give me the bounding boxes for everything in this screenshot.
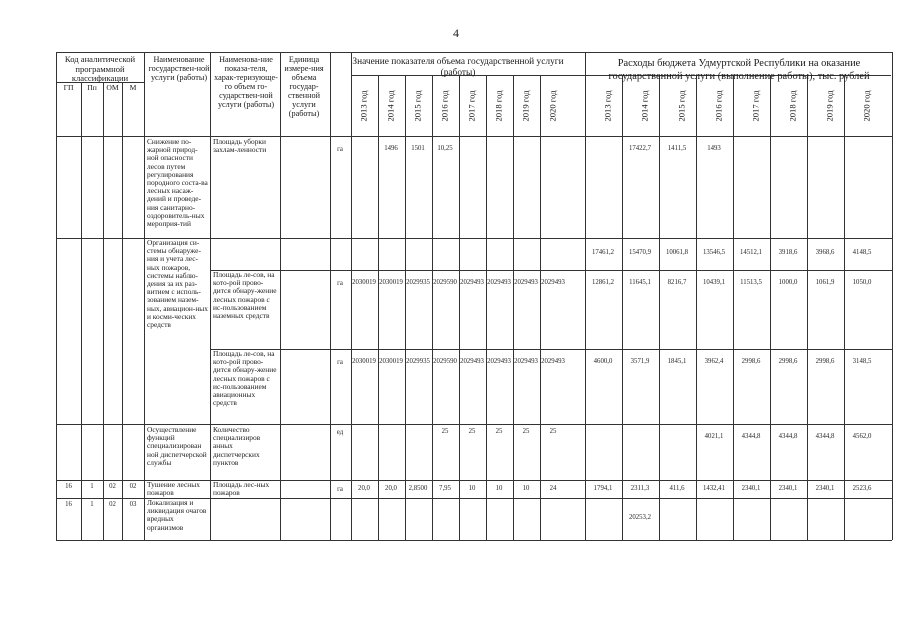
volume-value: 2029935: [406, 279, 430, 286]
budget-value: 2340,1: [778, 485, 798, 492]
volume-value: 25: [468, 428, 476, 435]
budget-value: 4344,8: [815, 433, 835, 440]
volume-value: 2029493: [514, 358, 538, 365]
budget-value: 12861,2: [591, 279, 615, 286]
budget-value: 1050,0: [852, 279, 872, 286]
page-number: 4: [453, 26, 459, 40]
row-code-m: 03: [129, 501, 137, 508]
year-label: 2018 год: [788, 90, 799, 122]
grid-line: [585, 52, 586, 540]
budget-value: 3571,9: [630, 358, 650, 365]
volume-value: 10: [468, 485, 476, 492]
year-label: 2016 год: [440, 90, 451, 122]
budget-year-2019: [823, 76, 837, 136]
year-label: 2015 год: [677, 90, 688, 122]
year-label: 2017 год: [751, 90, 762, 122]
grid-line: [807, 75, 808, 540]
year-label: 2020 год: [862, 90, 873, 122]
budget-value: 14512,1: [739, 249, 763, 256]
budget-value: 4600,0: [593, 358, 613, 365]
budget-value: 1411,5: [667, 145, 687, 152]
budget-year-2016: [712, 76, 726, 136]
row-unit: га: [337, 146, 343, 153]
row-indicator-name: Площадь уборки захлам-ленности: [213, 138, 267, 155]
year-label: 2015 год: [413, 90, 424, 122]
grid-line: [659, 75, 660, 540]
row-unit: га: [337, 280, 343, 287]
volume-value: 7,95: [439, 485, 451, 492]
budget-value: 4021,1: [704, 433, 724, 440]
year-label: 2019 год: [825, 90, 836, 122]
volume-value: 25: [441, 428, 449, 435]
budget-value: 3968,6: [815, 249, 835, 256]
volume-value: 2030019: [379, 279, 403, 286]
year-label: 2019 год: [521, 90, 532, 122]
budget-value: 10439,1: [702, 279, 726, 286]
row-code-gp: 16: [65, 483, 72, 490]
budget-year-2017: [749, 76, 763, 136]
year-label: 2014 год: [386, 90, 397, 122]
grid-line: [81, 82, 82, 540]
header-service-name: Наименование государствен-ной услуги (работы): [148, 55, 210, 82]
row-code-om: 02: [109, 501, 116, 508]
row-code-gp: 16: [65, 501, 72, 508]
budget-value: 1493: [707, 145, 721, 152]
volume-value: 20,0: [385, 485, 397, 492]
budget-value: 1794,1: [593, 485, 613, 492]
volume-value: 20,0: [358, 485, 370, 492]
budget-value: 411,6: [669, 485, 685, 492]
grid-line: [351, 52, 352, 540]
volume-value: 2030019: [352, 279, 376, 286]
grid-line: [330, 52, 331, 540]
row-service-name: Осуществление функций специализирован ной диспетчерской службы: [147, 426, 207, 467]
budget-value: 2998,6: [741, 358, 761, 365]
volume-year-2013: [357, 76, 371, 136]
grid-line: [486, 75, 487, 540]
row-service-name: Снижение по-жарной природ-ной опасности лесов путем регулирования породного соста-ва лесных насаж-дений и проведе-ния санитарно-оздоровитель-ных мероприя-тий: [147, 138, 208, 229]
volume-value: 2029493: [487, 279, 511, 286]
budget-value: 20253,2: [628, 514, 652, 521]
header-code: Код аналитической программной классификации: [64, 54, 136, 84]
row-code-om: 02: [109, 483, 116, 490]
volume-value: 2029493: [487, 358, 511, 365]
row-service-name: Тушение лесных пожаров: [147, 481, 200, 498]
grid-line: [56, 52, 57, 540]
budget-year-2020: [860, 76, 874, 136]
grid-line: [844, 75, 845, 540]
grid-line: [122, 82, 123, 540]
budget-value: 1845,1: [667, 358, 687, 365]
year-label: 2014 год: [640, 90, 651, 122]
volume-value: 10: [522, 485, 530, 492]
year-label: 2017 год: [467, 90, 478, 122]
budget-value: 2311,3: [630, 485, 650, 492]
volume-year-2017: [465, 76, 479, 136]
year-label: 2013 год: [603, 90, 614, 122]
row-code-m: 02: [129, 483, 137, 490]
budget-value: 11513,5: [740, 279, 762, 286]
grid-line: [696, 75, 697, 540]
volume-value: 1501: [411, 145, 425, 152]
budget-value: 1061,9: [815, 279, 835, 286]
volume-value: 2,8500: [408, 485, 428, 492]
header-indicator-name: Наименова-ние показа-теля, харак-теризующе-го объем го-сударствен-ной услуги (работы): [214, 55, 278, 109]
grid-line: [622, 75, 623, 540]
budget-value: 3962,4: [704, 358, 724, 365]
row-service-name: Организация си-стемы обнаруже-ния и учета лес-ных пожаров, системы наблю-дения за их раз-витием с исполь-зованием назем-ных, авиацион-ных и косми-ческих средств: [147, 239, 208, 330]
grid-line: [56, 52, 892, 53]
volume-value: 2029493: [541, 358, 565, 365]
row-code-pp: 1: [90, 483, 94, 490]
row-code-pp: 1: [90, 501, 94, 508]
budget-value: 4344,8: [741, 433, 761, 440]
grid-line: [56, 424, 892, 425]
volume-value: 2029935: [406, 358, 430, 365]
budget-value: 2340,1: [741, 485, 761, 492]
budget-value: 10061,8: [665, 249, 689, 256]
volume-value: 1496: [384, 145, 398, 152]
volume-value: 25: [522, 428, 530, 435]
volume-year-2020: [546, 76, 560, 136]
grid-line: [210, 270, 892, 271]
volume-value: 2029493: [541, 279, 565, 286]
volume-value: 24: [549, 485, 557, 492]
volume-value: 2030019: [352, 358, 376, 365]
volume-value: 2029590: [433, 279, 457, 286]
budget-value: 8216,7: [667, 279, 687, 286]
budget-value: 13546,5: [702, 249, 726, 256]
budget-value: 2340,1: [815, 485, 835, 492]
volume-value: 2029493: [460, 279, 484, 286]
row-service-name: Локализация и ликвидация очагов вредных организмов: [147, 499, 207, 532]
header-budget-group: Расходы бюджета Удмуртской Республики на оказание государственной услуги (выполнение работы), тыс. рублей: [608, 58, 870, 82]
code-col-gp: ГП: [63, 83, 74, 92]
volume-value: 2029493: [460, 358, 484, 365]
code-col-pp: Пп: [87, 83, 97, 92]
grid-line: [892, 52, 893, 540]
budget-value: 2998,6: [815, 358, 835, 365]
grid-line: [405, 75, 406, 540]
volume-value: 10,25: [437, 145, 453, 152]
budget-value: 11645,1: [629, 279, 651, 286]
grid-line: [540, 75, 541, 540]
budget-value: 3148,5: [852, 358, 872, 365]
budget-table: [56, 52, 892, 540]
budget-year-2015: [675, 76, 689, 136]
grid-line: [144, 52, 145, 540]
volume-value: 10: [495, 485, 503, 492]
budget-value: 2998,6: [778, 358, 798, 365]
budget-value: 17422,7: [628, 145, 652, 152]
grid-line: [733, 75, 734, 540]
budget-year-2014: [638, 76, 652, 136]
budget-value: 2523,6: [852, 485, 872, 492]
volume-value: 2029590: [433, 358, 457, 365]
year-label: 2013 год: [359, 90, 370, 122]
volume-year-2019: [519, 76, 533, 136]
code-col-m: М: [129, 83, 137, 92]
grid-line: [459, 75, 460, 540]
grid-line: [770, 75, 771, 540]
grid-line: [210, 52, 211, 540]
code-col-om: ОМ: [106, 83, 119, 92]
volume-value: 25: [549, 428, 557, 435]
volume-year-2015: [411, 76, 425, 136]
row-unit: га: [337, 486, 343, 493]
row-indicator-name: Количество специализиров анных диспетчерских пунктов: [213, 426, 261, 467]
year-label: 2018 год: [494, 90, 505, 122]
budget-value: 1000,0: [778, 279, 798, 286]
grid-line: [513, 75, 514, 540]
volume-value: 2030019: [379, 358, 403, 365]
volume-year-2018: [492, 76, 506, 136]
grid-line: [210, 349, 892, 350]
row-indicator-name: Площадь ле-сов, на кото-рой прово-дится обнару-жение лесных пожаров с ис-пользованием авиационных средств: [213, 350, 277, 408]
budget-year-2018: [786, 76, 800, 136]
header-volume-group: Значение показателя объема государственной услуги (работы): [352, 57, 564, 78]
budget-value: 17461,2: [591, 249, 615, 256]
row-indicator-name: Площадь ле-сов, на кото-рой прово-дится обнару-жение лесных пожаров с ис-пользованием наземных средств: [213, 271, 277, 321]
volume-year-2014: [384, 76, 398, 136]
row-unit: ед: [336, 429, 344, 436]
budget-year-2013: [601, 76, 615, 136]
budget-value: 4562,0: [852, 433, 872, 440]
grid-line: [280, 52, 281, 540]
year-label: 2020 год: [548, 90, 559, 122]
header-unit: Единица измере-ния объема государ-ственной услуги (работы): [284, 55, 324, 118]
volume-year-2016: [438, 76, 452, 136]
grid-line: [103, 82, 104, 540]
budget-value: 3918,6: [778, 249, 798, 256]
budget-value: 4344,8: [778, 433, 798, 440]
row-unit: га: [337, 359, 343, 366]
row-indicator-name: Площадь лес-ных пожаров: [213, 481, 270, 498]
grid-line: [56, 540, 892, 541]
grid-line: [378, 75, 379, 540]
year-label: 2016 год: [714, 90, 725, 122]
grid-line: [56, 136, 892, 137]
grid-line: [432, 75, 433, 540]
volume-value: 25: [495, 428, 503, 435]
volume-value: 2029493: [514, 279, 538, 286]
budget-value: 1432,41: [702, 485, 726, 492]
budget-value: 15470,9: [628, 249, 652, 256]
budget-value: 4148,5: [852, 249, 872, 256]
